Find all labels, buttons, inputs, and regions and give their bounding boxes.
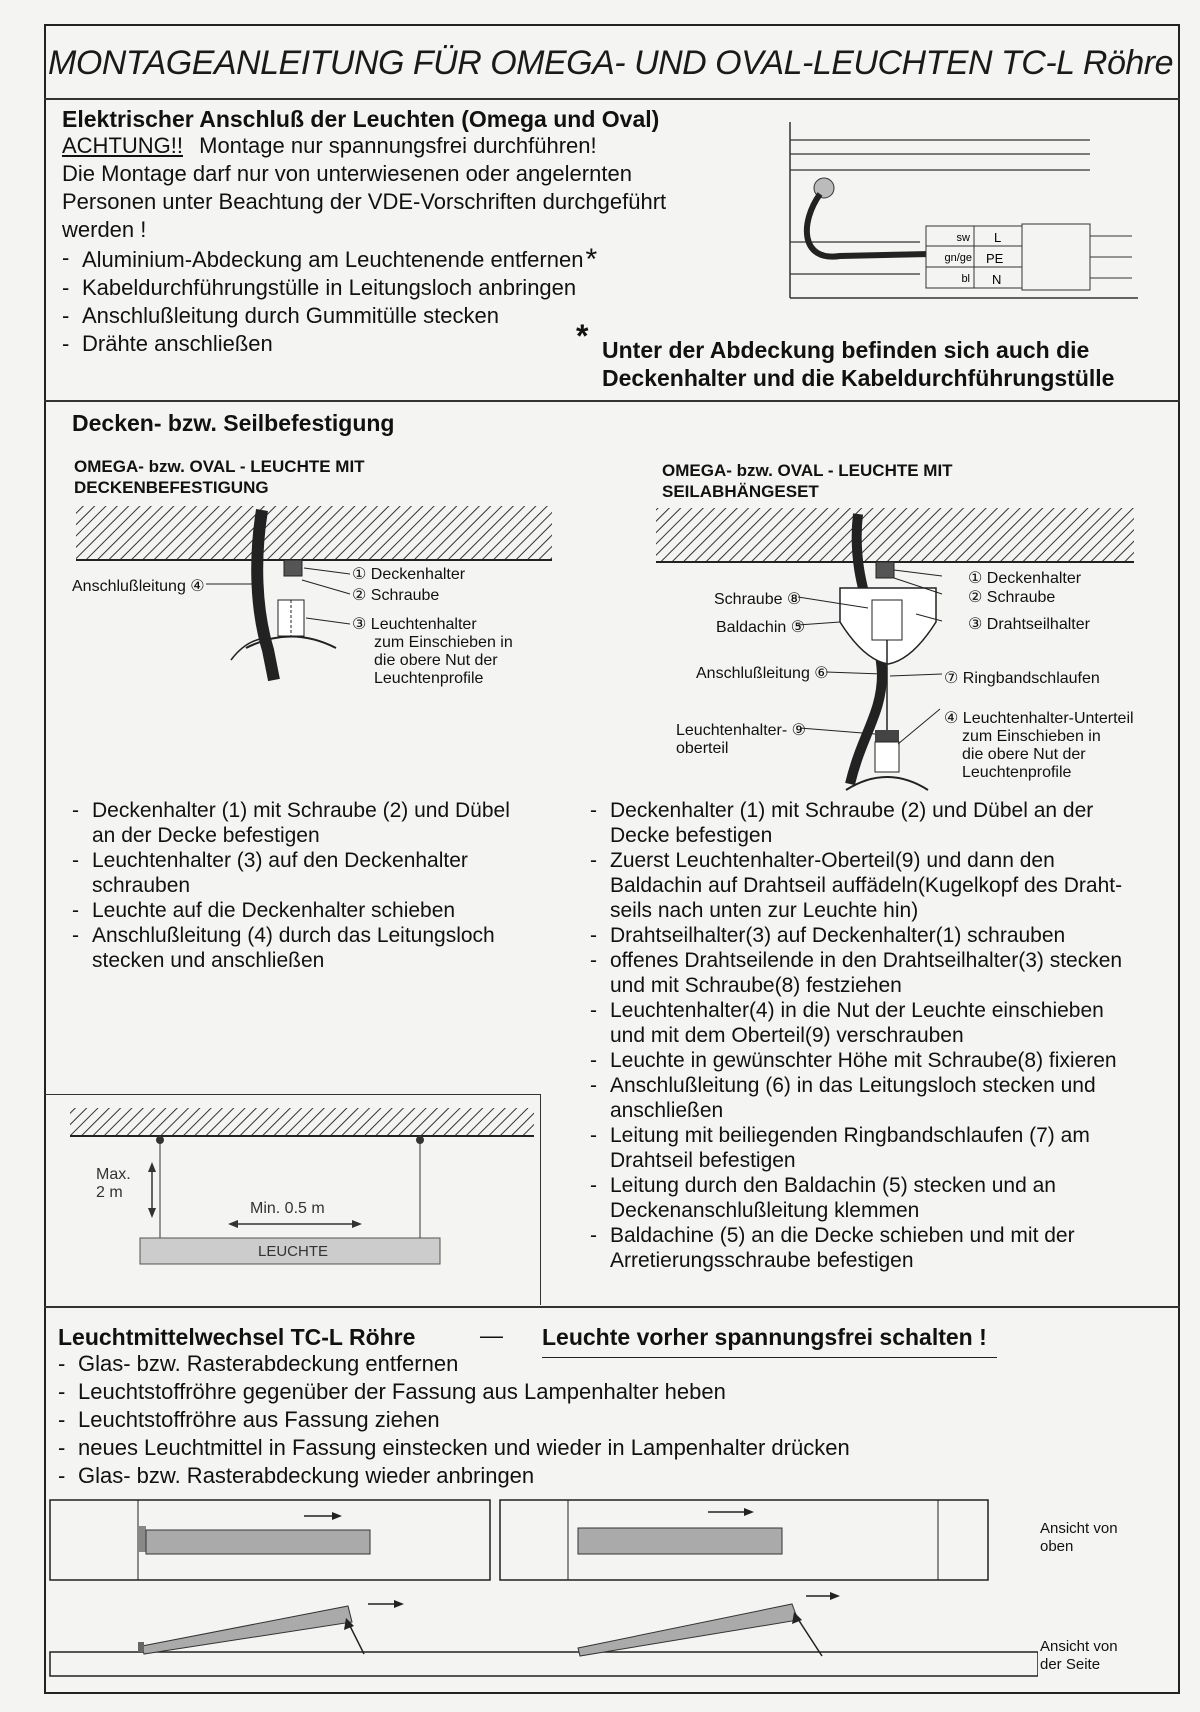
title-divider (44, 98, 1180, 100)
label-anschlussleitung-4: Anschlußleitung ④ (72, 578, 205, 595)
label-schraube-8: Schraube ⑧ (714, 591, 802, 608)
label-line: ④ Leuchtenhalter-Unterteil (944, 710, 1134, 727)
label-line: der Seite (1040, 1656, 1101, 1673)
tube-change-diagram (48, 1496, 1038, 1680)
terminal-N: N (992, 272, 1002, 287)
label-line: die obere Nut der (962, 746, 1086, 763)
label-drahtseilhalter-3: ③ Drahtseilhalter (968, 616, 1090, 633)
intro-text (62, 160, 666, 244)
label-leuchtenhalter-unterteil-4 (944, 710, 1134, 782)
list-item: - Leuchte auf die Deckenhalter schieben (72, 898, 572, 923)
section2-divider (44, 1306, 1180, 1308)
subheading-line: SEILABHÄNGESET (662, 482, 819, 501)
warning-label: ACHTUNG!! (62, 133, 183, 158)
left-subheading (74, 456, 365, 498)
label-line: oben (1040, 1538, 1074, 1555)
label-line: Ansicht von (1040, 1520, 1118, 1537)
label-view-side (1040, 1638, 1118, 1674)
page-title: MONTAGEANLEITUNG FÜR OMEGA- UND OVAL-LEUCHTEN TC-L Röhre (48, 44, 1174, 82)
list-item: - Aluminium-Abdeckung am Leuchtenende entfernen* (62, 244, 597, 274)
label-leuchtenhalter-3 (352, 616, 513, 688)
label-line: Max. (96, 1166, 131, 1183)
label-schraube-2-right: ② Schraube (968, 589, 1056, 606)
list-item: - Drahtseilhalter(3) auf Deckenhalter(1) schrauben (590, 923, 1180, 948)
section3-heading: Leuchtmittelwechsel TC-L Röhre (58, 1324, 416, 1350)
list-item: - Glas- bzw. Rasterabdeckung wieder anbringen (58, 1462, 850, 1490)
subheading-line: OMEGA- bzw. OVAL - LEUCHTE MIT (74, 457, 365, 476)
label-leuchtenhalter-oberteil-9 (676, 722, 806, 758)
list-item: - Baldachine (5) an die Decke schieben und mit der Arretierungsschraube befestigen (590, 1223, 1180, 1273)
label-line: Leuchtenhalter- ⑨ (676, 722, 806, 739)
label-line: die obere Nut der (374, 652, 498, 669)
intro-line: Personen unter Beachtung der VDE-Vorschriften durchgeführt (62, 189, 667, 214)
list-item: - Drähte anschließen (62, 330, 597, 358)
note-line: Unter der Abdeckung befinden sich auch die (602, 337, 1090, 363)
list-item: - Deckenhalter (1) mit Schraube (2) und Dübel an der Decke befestigen (72, 798, 572, 848)
list-item: - Leuchte in gewünschter Höhe mit Schraube(8) fixieren (590, 1048, 1180, 1073)
heading-dash: — (480, 1322, 503, 1348)
list-item: - Anschlußleitung durch Gummitülle stecken (62, 302, 597, 330)
wire-label-sw: sw (956, 232, 970, 244)
list-item: - Kabeldurchführungstülle in Leitungsloch anbringen (62, 274, 597, 302)
section3-warning: Leuchte vorher spannungsfrei schalten ! (542, 1324, 997, 1358)
list-item: - offenes Drahtseilende in den Drahtseilhalter(3) stecken und mit Schraube(8) festziehen (590, 948, 1180, 998)
section1-heading: Elektrischer Anschluß der Leuchten (Omega und Oval) (62, 106, 660, 132)
list-item: - Anschlußleitung (4) durch das Leitungsloch stecken und anschließen (72, 923, 572, 973)
right-steps (590, 798, 1180, 1273)
asterisk-mark: * (576, 318, 589, 354)
intro-line: Die Montage darf nur von unterwiesenen oder angelernten (62, 161, 632, 186)
label-line: oberteil (676, 740, 729, 757)
section3-steps (58, 1350, 850, 1490)
label-schraube-2: ② Schraube (352, 587, 440, 604)
section1-steps (62, 244, 597, 358)
list-item: - Deckenhalter (1) mit Schraube (2) und Dübel an der Decke befestigen (590, 798, 1180, 848)
label-baldachin-5: Baldachin ⑤ (716, 619, 806, 636)
list-item: - Leitung mit beiliegenden Ringbandschlaufen (7) am Drahtseil befestigen (590, 1123, 1180, 1173)
note-line: Deckenhalter und die Kabeldurchführungstülle (602, 365, 1115, 391)
section1-divider (44, 400, 1180, 402)
list-item: - Leitung durch den Baldachin (5) stecken und an Deckenanschlußleitung klemmen (590, 1173, 1180, 1223)
right-subheading (662, 460, 953, 502)
label-deckenhalter-1-right: ① Deckenhalter (968, 570, 1082, 587)
list-item: - Leuchtstoffröhre aus Fassung ziehen (58, 1406, 850, 1434)
max-height-label (96, 1166, 131, 1202)
wire-label-gnge: gn/ge (944, 252, 972, 264)
label-line: Leuchtenprofile (962, 764, 1072, 781)
terminal-L: L (994, 230, 1002, 245)
wire-label-bl: bl (961, 273, 970, 285)
label-line: Ansicht von (1040, 1638, 1118, 1655)
label-line: 2 m (96, 1184, 123, 1201)
left-steps (72, 798, 572, 973)
label-anschlussleitung-6: Anschlußleitung ⑥ (696, 665, 829, 682)
list-item: - Leuchtstoffröhre gegenüber der Fassung aus Lampenhalter heben (58, 1378, 850, 1406)
list-item: - Leuchtenhalter (3) auf den Deckenhalter schrauben (72, 848, 572, 898)
min-distance-label: Min. 0.5 m (250, 1200, 325, 1217)
abdeckung-note (602, 336, 1114, 392)
intro-line: werden ! (62, 217, 147, 242)
label-deckenhalter-1: ① Deckenhalter (352, 566, 466, 583)
list-item: - Glas- bzw. Rasterabdeckung entfernen (58, 1350, 850, 1378)
subheading-line: DECKENBEFESTIGUNG (74, 478, 269, 497)
warning-line (62, 132, 597, 160)
list-item: - Zuerst Leuchtenhalter-Oberteil(9) und dann den Baldachin auf Drahtseil auffädeln(Kugelkopf des Draht- seils nach unten zur Leuchte hin) (590, 848, 1180, 923)
label-line: zum Einschieben in (962, 728, 1101, 745)
lamp-label: LEUCHTE (258, 1243, 329, 1260)
label-line: zum Einschieben in (374, 634, 513, 651)
terminal-PE: PE (986, 251, 1004, 266)
section2-heading: Decken- bzw. Seilbefestigung (72, 410, 395, 436)
wiring-diagram (780, 112, 1140, 306)
asterisk-mark: * (585, 243, 598, 276)
warning-text: Montage nur spannungsfrei durchführen! (199, 133, 597, 158)
list-item: - neues Leuchtmittel in Fassung einstecken und wieder in Lampenhalter drücken (58, 1434, 850, 1462)
list-item: - Anschlußleitung (6) in das Leitungsloch stecken und anschließen (590, 1073, 1180, 1123)
label-ringbandschlaufen-7: ⑦ Ringbandschlaufen (944, 670, 1100, 687)
list-item: - Leuchtenhalter(4) in die Nut der Leuchte einschieben und mit dem Oberteil(9) verschrauben (590, 998, 1180, 1048)
subheading-line: OMEGA- bzw. OVAL - LEUCHTE MIT (662, 461, 953, 480)
label-line: Leuchtenprofile (374, 670, 484, 687)
label-line: ③ Leuchtenhalter (352, 616, 477, 633)
label-view-top (1040, 1520, 1118, 1556)
